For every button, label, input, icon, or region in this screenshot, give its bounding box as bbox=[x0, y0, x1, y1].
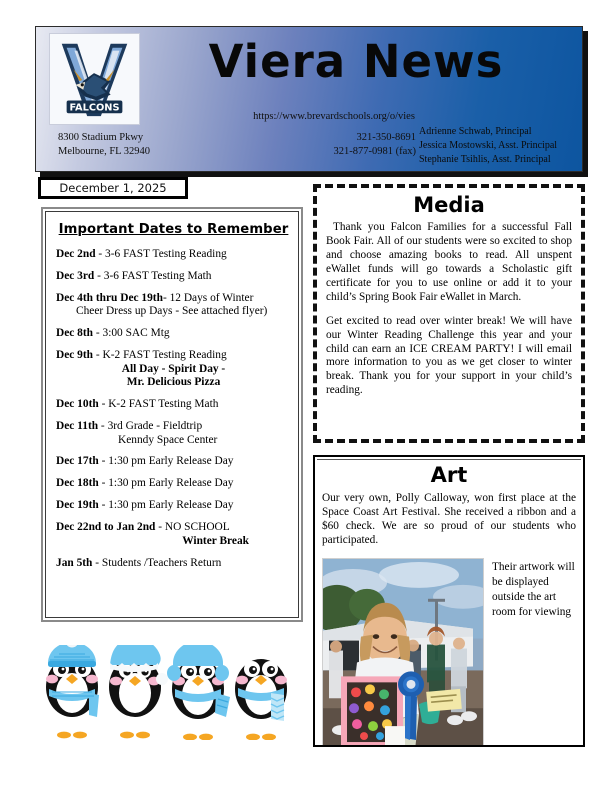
date-label: Dec 9th bbox=[56, 349, 94, 362]
falcons-wordmark: FALCONS bbox=[69, 102, 120, 114]
administration-list bbox=[419, 125, 557, 167]
school-phone-block bbox=[286, 131, 416, 159]
date-list-item bbox=[56, 557, 291, 570]
date-list-item bbox=[56, 477, 291, 490]
date-list-item bbox=[56, 327, 291, 340]
art-photo-caption: Their artwork will be displayed outside the art room for viewing bbox=[492, 560, 575, 618]
date-label: Dec 19th bbox=[56, 499, 99, 512]
penguin-4 bbox=[235, 659, 287, 740]
address-line-1: 8300 Stadium Pkwy bbox=[58, 132, 144, 143]
date-label: Dec 22nd to Jan 2nd bbox=[56, 521, 156, 534]
date-label: Dec 18th bbox=[56, 477, 99, 490]
date-description-cont: Kenndy Space Center bbox=[118, 433, 218, 446]
date-subnote: Winter Break bbox=[182, 534, 249, 547]
important-dates-heading: Important Dates to Remember bbox=[58, 222, 289, 237]
date-label: Dec 11th bbox=[56, 420, 99, 433]
date-description: - K-2 FAST Testing Reading bbox=[93, 349, 227, 362]
falcons-logo-icon bbox=[50, 34, 139, 124]
important-dates-list bbox=[56, 248, 291, 570]
date-description: - 3:00 SAC Mtg bbox=[93, 327, 170, 340]
date-label: Jan 5th bbox=[56, 556, 93, 569]
date-description-cont: Cheer Dress up Days - See attached flyer) bbox=[76, 305, 268, 318]
date-list-item bbox=[56, 398, 291, 411]
phone-number: 321-350-8691 bbox=[356, 132, 416, 143]
date-list-item bbox=[56, 420, 291, 447]
admin-asst-principal-2: Stephanie Tsihlis, Asst. Principal bbox=[419, 154, 551, 165]
art-section bbox=[313, 455, 585, 747]
art-section-title: Art bbox=[430, 463, 468, 487]
art-award-photo bbox=[322, 558, 484, 747]
penguins-icon bbox=[42, 645, 290, 740]
date-description: - 1:30 pm Early Release Day bbox=[98, 455, 234, 468]
admin-principal: Adrienne Schwab, Principal bbox=[419, 126, 532, 137]
winter-penguins-decoration bbox=[42, 645, 290, 740]
media-paragraph-1: Thank you Falcon Families for a successful Fall Book Fair. All of our students were so excited to shop and choose amazing books to read. All unspent eWallet funds will go towards a Scholastic gift certificate for you to use online or add it to your child’s Spring Book Fair eWallet in March. bbox=[326, 221, 572, 303]
page-title: Viera News bbox=[208, 35, 504, 88]
address-line-2: Melbourne, FL 32940 bbox=[58, 146, 151, 158]
art-paragraph-1: Our very own, Polly Calloway, won first place at the Space Coast Art Festival. She received a ribbon and a $60 check. We are so proud of our students who participated. bbox=[322, 492, 576, 546]
date-description: - 3-6 FAST Testing Math bbox=[94, 269, 212, 282]
masthead-shadow-right bbox=[583, 31, 588, 177]
art-award-photo-image bbox=[323, 559, 483, 747]
date-list-item bbox=[56, 521, 291, 548]
date-label: Dec 2nd bbox=[56, 248, 96, 260]
date-list-item bbox=[56, 292, 291, 319]
fax-number: 321-877-0981 (fax) bbox=[333, 146, 416, 158]
date-description: - NO SCHOOL bbox=[155, 521, 230, 534]
school-website-url[interactable]: https://www.brevardschools.org/o/vies bbox=[253, 111, 415, 122]
important-dates-panel bbox=[41, 207, 303, 622]
important-dates-inner bbox=[45, 211, 299, 618]
date-label: Dec 4th thru Dec 19th bbox=[56, 291, 163, 304]
falcons-logo bbox=[49, 33, 140, 125]
date-description: - 1:30 pm Early Release Day bbox=[98, 477, 234, 490]
date-subnote: All Day - Spirit Day - bbox=[121, 362, 226, 375]
masthead-banner bbox=[35, 26, 583, 172]
date-description: - 3rd Grade - Fieldtrip bbox=[98, 420, 203, 433]
date-description: - 1:30 pm Early Release Day bbox=[98, 499, 234, 512]
media-section bbox=[313, 184, 585, 443]
media-paragraph-2: Get excited to read over winter break! We will have our Winter Reading Challenge this year and your child can earn an ICE CREAM PARTY! I will email more information to you as we get closer to winter break. Thank you for your support in your child’s reading. bbox=[326, 314, 572, 397]
art-photo-row bbox=[322, 558, 576, 747]
date-description: - 12 Days of Winter bbox=[162, 291, 254, 304]
date-label: Dec 17th bbox=[56, 455, 99, 468]
date-list-item bbox=[56, 455, 291, 468]
date-subnote: Mr. Delicious Pizza bbox=[126, 376, 221, 389]
penguin-1 bbox=[46, 645, 99, 738]
date-description: - 3-6 FAST Testing Reading bbox=[95, 248, 227, 260]
date-label: Dec 3rd bbox=[56, 269, 95, 282]
date-description: - Students /Teachers Return bbox=[92, 556, 222, 569]
date-label: Dec 8th bbox=[56, 327, 94, 340]
date-list-item bbox=[56, 248, 291, 261]
media-section-title: Media bbox=[413, 193, 485, 217]
date-list-item bbox=[56, 349, 291, 389]
admin-asst-principal-1: Jessica Mostowski, Asst. Principal bbox=[419, 140, 558, 151]
school-address bbox=[58, 131, 150, 159]
penguin-3 bbox=[167, 645, 230, 740]
issue-date-badge: December 1, 2025 bbox=[38, 177, 188, 199]
penguin-2 bbox=[109, 645, 168, 738]
date-label: Dec 10th bbox=[56, 398, 99, 411]
date-description: - K-2 FAST Testing Math bbox=[98, 398, 219, 411]
date-list-item bbox=[56, 270, 291, 283]
date-list-item bbox=[56, 499, 291, 512]
